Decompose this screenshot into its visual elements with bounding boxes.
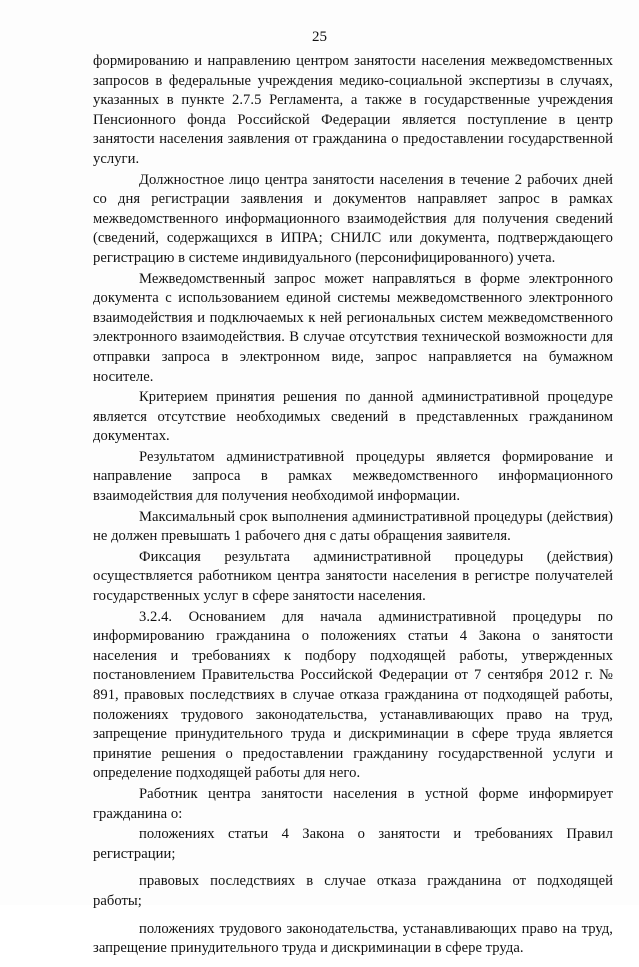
paragraph-oral-informing: Работник центра занятости населения в устной форме информирует гражданина о:: [93, 785, 613, 822]
list-item-labor-legislation: положениях трудового законодательства, устанавливающих право на труд, запрещение принудительного труда и дискриминации в сфере труда.: [93, 920, 613, 957]
paragraph-decision-criterion: Критерием принятия решения по данной административной процедуре является отсутствие необходимых сведений в представленных гражданином документах.: [93, 389, 613, 445]
paragraph-electronic-request: Межведомственный запрос может направляться в форме электронного документа с использованием единой системы межведомственного электронного взаимодействия и подключаемых к ней региональных систем межведомственного электронного взаимодействия. В случае отсутствия технической возможности для отправки запроса в электронном виде, запрос направляется на бумажном носителе.: [93, 270, 613, 385]
paragraph-continuation: формированию и направлению центром занятости населения межведомственных запросов в федеральные учреждения медико-социальной экспертизы в случаях, указанных в пункте 2.7.5 Регламента, а также в государственные учреждения Пенсионного фонда Российской Федерации является поступление в центр занятости населения заявления от гражданина о предоставлении государственной услуги.: [93, 53, 613, 167]
paragraph-request-deadline: Должностное лицо центра занятости населения в течение 2 рабочих дней со дня регистрации заявления и документов направляет запрос в рамках межведомственного информационного взаимодействия для получения сведений (сведений, содержащихся в ИПРА; СНИЛС или документа, подтверждающего регистрацию в системе индивидуального (персонифицированного) учета.: [93, 171, 613, 266]
paragraph-result-recording: Фиксация результата административной процедуры (действия) осуществляется работником центра занятости населения в регистре получателей государственных услуг в сфере занятости населения.: [93, 548, 613, 605]
document-body: [93, 52, 613, 967]
page-number: 25: [312, 29, 327, 45]
list-item-law-article-4: положениях статьи 4 Закона о занятости и требованиях Правил регистрации;: [93, 826, 613, 862]
paragraph-procedure-result: Результатом административной процедуры является формирование и направление запроса в рамках межведомственного информационного взаимодействия для получения необходимой информации.: [93, 448, 613, 505]
paragraph-section-3-2-4: 3.2.4. Основанием для начала административной процедуры по информированию гражданина о положениях статьи 4 Закона о занятости населения и требованиях к подбору подходящей работы, утвержденных постановлением Правительства Российской Федерации от 7 сентября 2012 г. № 891, правовых последствиях в случае отказа гражданина от подходящей работы, положениях трудового законодательства, устанавливающих право на труд, запрещение принудительного труда и дискриминации в сфере труда является принятие решения о предоставлении гражданину государственной услуги и определение подходящей работы для него.: [93, 608, 613, 782]
paragraph-max-duration: Максимальный срок выполнения административной процедуры (действия) не должен превышать 1 рабочего дня с даты обращения заявителя.: [93, 508, 613, 545]
list-item-legal-consequences: правовых последствиях в случае отказа гражданина от подходящей работы;: [93, 873, 613, 909]
